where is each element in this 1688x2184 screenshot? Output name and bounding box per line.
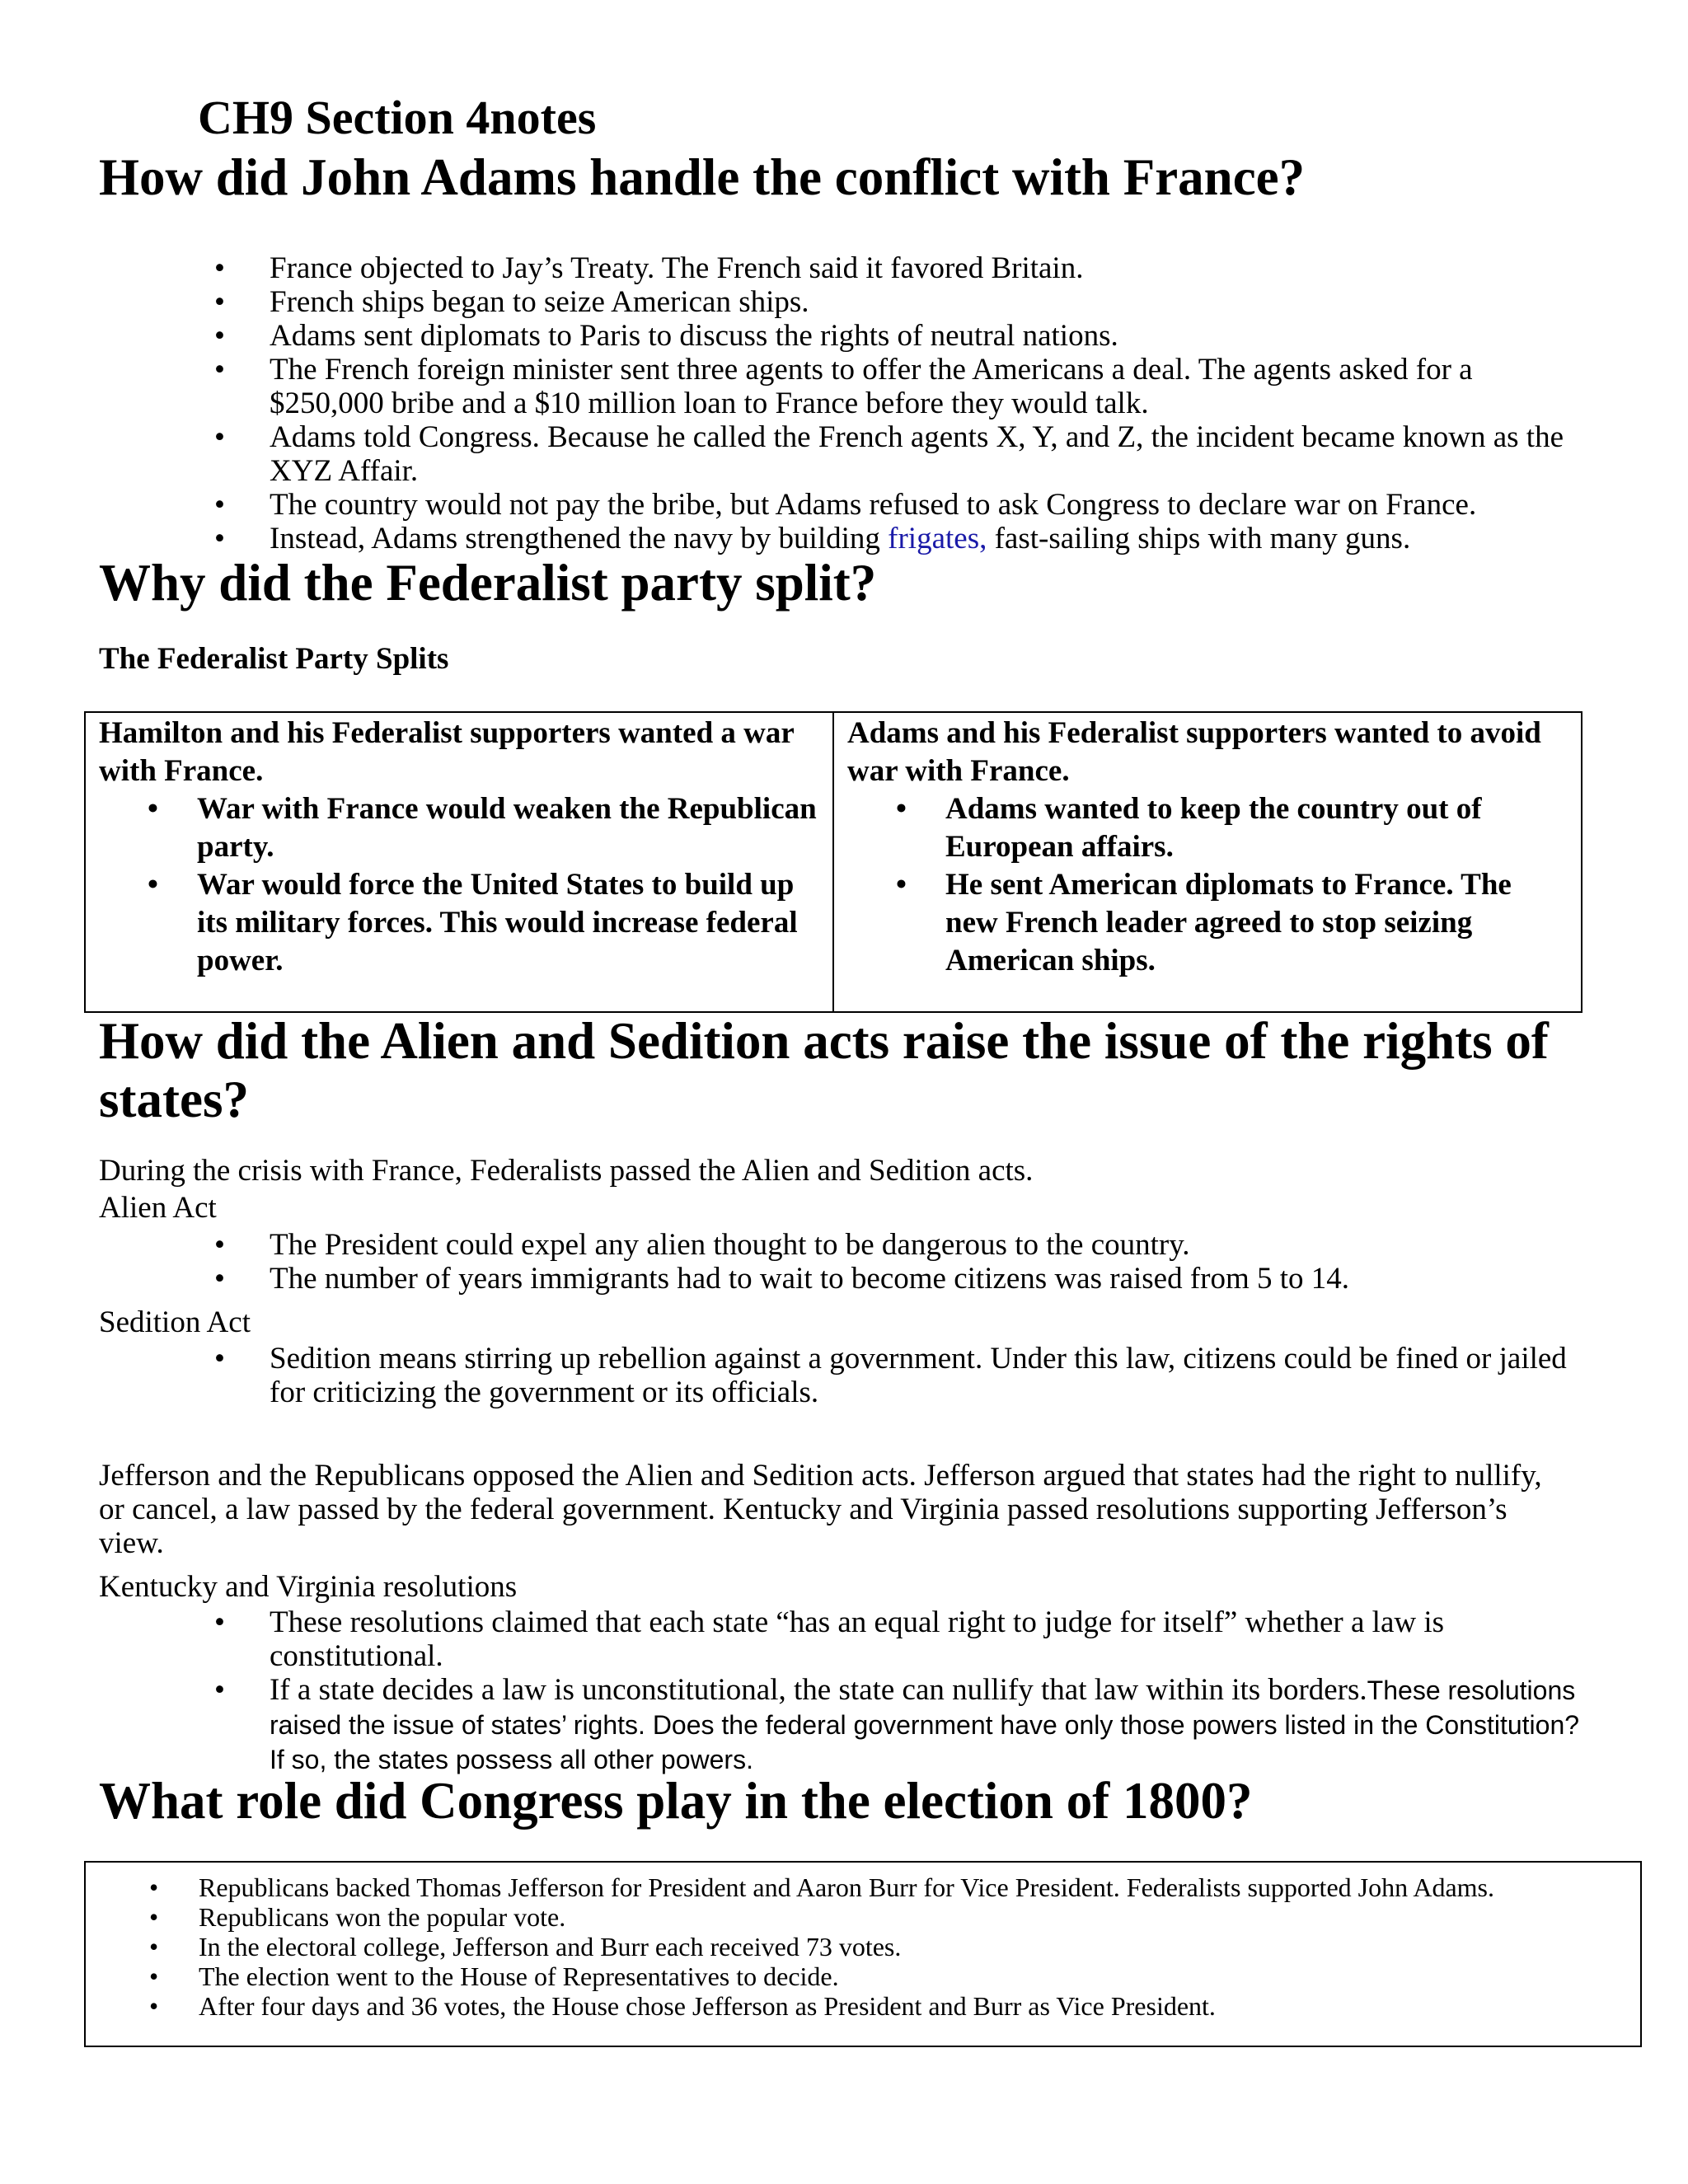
bullet-icon: • <box>214 319 225 353</box>
bullet-icon: • <box>214 488 225 522</box>
list-item: • After four days and 36 votes, the House chose Jefferson as President and Burr as Vice President. <box>149 1991 1216 2021</box>
bullet-icon: • <box>148 868 158 902</box>
bullet-icon: • <box>214 1673 225 1707</box>
bullet-icon: • <box>149 1902 159 1932</box>
bullet-icon: • <box>214 251 225 285</box>
federalist-comparison-table <box>84 711 1582 1013</box>
election-1800-box <box>84 1861 1642 2047</box>
bullet-icon: • <box>149 1991 159 2021</box>
frigates-link[interactable]: frigates, <box>888 522 987 555</box>
bullet-icon: • <box>149 1932 159 1961</box>
list-item: • He sent American diplomats to France. The new French leader agreed to stop seizing American ships. <box>896 868 1512 977</box>
list-item: • The number of years immigrants had to wait to become citizens was raised from 5 to 14. <box>214 1262 1350 1296</box>
bullet-icon: • <box>149 1961 159 1991</box>
bullet-icon: • <box>149 1872 159 1902</box>
adams-intro: Adams and his Federalist supporters wanted to avoid war with France. <box>847 716 1541 788</box>
adams-bullet-list <box>847 790 1568 980</box>
adams-france-bullet-list <box>214 251 1588 555</box>
list-item: • Republicans won the popular vote. <box>149 1902 566 1932</box>
sedition-act-label: Sedition Act <box>99 1305 251 1339</box>
section-heading-alien-sedition: How did the Alien and Sedition acts raise the issue of the rights of states? <box>99 1012 1549 1129</box>
bullet-icon: • <box>148 792 158 826</box>
alien-act-bullet-list <box>214 1228 1588 1296</box>
list-item: • The President could expel any alien thought to be dangerous to the country. <box>214 1228 1190 1262</box>
list-item: • Sedition means stirring up rebellion against a government. Under this law, citizens could be fined or jailed for criticizing the government or its officials. <box>214 1342 1567 1409</box>
bullet-icon: • <box>214 1605 225 1639</box>
bullet-icon: • <box>214 353 225 387</box>
list-item: • War with France would weaken the Republican party. <box>148 792 817 864</box>
list-item: • Republicans backed Thomas Jefferson for President and Aaron Burr for Vice President. Federalists supported John Adams. <box>149 1872 1494 1902</box>
list-item: • If a state decides a law is unconstitutional, the state can nullify that law within its borders.These resolutions raised the issue of states’ rights. Does the federal government have only those powers listed in the Constitution? If so, the states possess all other powers. <box>214 1673 1580 1774</box>
list-item: • Adams wanted to keep the country out of European affairs. <box>896 792 1482 864</box>
jefferson-paragraph: Jefferson and the Republicans opposed the Alien and Sedition acts. Jefferson argued that states had the right to nullify, or cancel, a law passed by the federal government. Kentucky and Virginia passed resolutions supporting Jefferson’s view. <box>99 1459 1542 1560</box>
section-heading-election-1800: What role did Congress play in the election of 1800? <box>99 1772 1253 1830</box>
list-item: • France objected to Jay’s Treaty. The French said it favored Britain. <box>214 251 1084 285</box>
section-heading-federalist-split: Why did the Federalist party split? <box>99 554 877 612</box>
list-item: • Adams told Congress. Because he called the French agents X, Y, and Z, the incident became known as the XYZ Affair. <box>214 420 1564 488</box>
list-item: • War would force the United States to build up its military forces. This would increase federal power. <box>148 868 798 977</box>
document-title: CH9 Section 4notes <box>198 91 597 144</box>
bullet-icon: • <box>214 420 225 454</box>
election-bullet-list <box>86 1863 1640 2021</box>
sedition-act-bullet-list <box>214 1342 1588 1409</box>
list-item: • French ships began to seize American ships. <box>214 285 809 319</box>
bullet-icon: • <box>896 868 907 902</box>
list-item: • The election went to the House of Representatives to decide. <box>149 1961 839 1991</box>
list-item: • These resolutions claimed that each state “has an equal right to judge for itself” whether a law is constitutional. <box>214 1605 1445 1673</box>
list-item: • The country would not pay the bribe, but Adams refused to ask Congress to declare war on France. <box>214 488 1477 522</box>
hamilton-column <box>86 713 834 1011</box>
bullet-icon: • <box>214 285 225 319</box>
alien-act-label: Alien Act <box>99 1191 217 1225</box>
hamilton-intro: Hamilton and his Federalist supporters wanted a war with France. <box>99 716 795 788</box>
section-heading-adams-france: How did John Adams handle the conflict with France? <box>99 148 1306 206</box>
list-item: • The French foreign minister sent three agents to offer the Americans a deal. The agents asked for a $250,000 bribe and a $10 million loan to France before they would talk. <box>214 353 1473 420</box>
list-item: • In the electoral college, Jefferson and Burr each received 73 votes. <box>149 1932 902 1961</box>
bullet-icon: • <box>214 1342 225 1376</box>
alien-sedition-intro: During the crisis with France, Federalists passed the Alien and Sedition acts. <box>99 1154 1034 1188</box>
list-item: • Adams sent diplomats to Paris to discuss the rights of neutral nations. <box>214 319 1118 353</box>
bullet-icon: • <box>214 1228 225 1262</box>
resolutions-bullet-list <box>214 1605 1588 1777</box>
resolutions-label: Kentucky and Virginia resolutions <box>99 1570 518 1604</box>
bullet-icon: • <box>896 792 907 826</box>
bullet-icon: • <box>214 1262 225 1296</box>
adams-column <box>834 713 1581 1011</box>
federalist-split-subheading: The Federalist Party Splits <box>99 642 449 676</box>
bullet-icon: • <box>214 522 225 555</box>
list-item: • Instead, Adams strengthened the navy by building frigates, fast-sailing ships with many guns. <box>214 522 1411 555</box>
hamilton-bullet-list <box>99 790 819 980</box>
